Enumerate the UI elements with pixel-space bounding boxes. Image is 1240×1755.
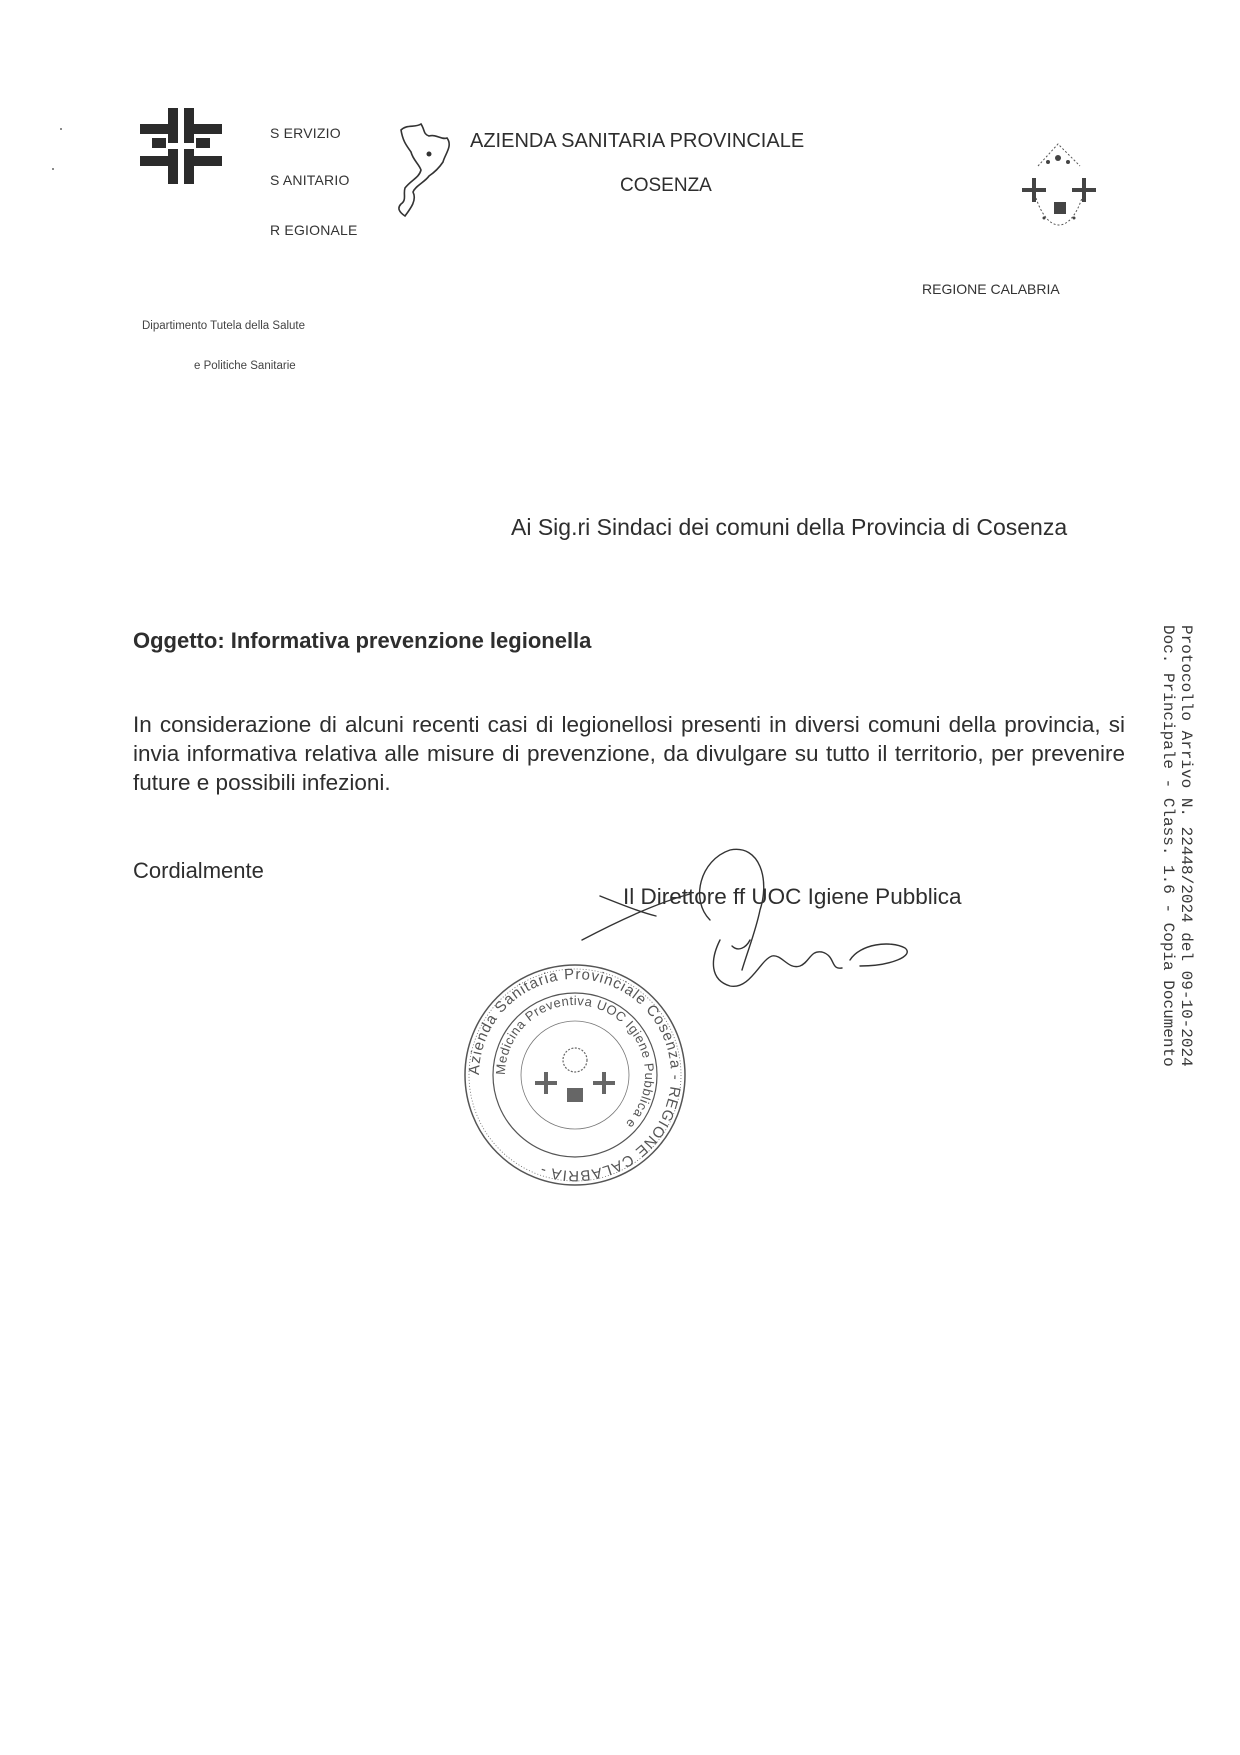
letter-body: In considerazione di alcuni recenti casi di legionellosi presenti in diversi comuni della provincia, si invia informativa relativa alle misure di prevenzione, da divulgare su tutto il territorio, per prevenire future e possibili infezioni.	[133, 712, 1125, 795]
letter-subject: Oggetto: Informativa prevenzione legionella	[133, 628, 592, 653]
city-name: COSENZA	[620, 175, 712, 196]
regionale-line: R EGIONALE	[270, 222, 358, 238]
sanitario-line: S ANITARIO	[270, 172, 350, 188]
official-stamp	[460, 960, 690, 1190]
scan-speck	[52, 168, 54, 170]
closing-line: Cordialmente	[133, 858, 264, 883]
recipient-line: Ai Sig.ri Sindaci dei comuni della Provincia di Cosenza	[511, 514, 1068, 540]
svg-text:Azienda Sanitaria Provinciale: Azienda Sanitaria Provinciale Cosenza - REGIONE CALABRIA -	[465, 965, 685, 1185]
department-name: Dipartimento Tutela della Salute	[142, 320, 306, 332]
signatory-title: Il Direttore ff UOC Igiene Pubblica	[623, 884, 962, 909]
azienda-title: AZIENDA SANITARIA PROVINCIALE	[470, 130, 805, 152]
region-label: REGIONE CALABRIA	[922, 281, 1060, 297]
regione-calabria-emblem	[1008, 138, 1110, 236]
protocol-stamp	[1155, 625, 1195, 1155]
svg-text:Medicina Preventiva UOC Igiene: Medicina Preventiva UOC Igiene Pubblica e	[492, 992, 658, 1132]
servizio-line: S ERVIZIO	[270, 125, 341, 141]
servizio-sanitario-regionale-logo	[140, 108, 222, 184]
department-name-continued: e Politiche Sanitarie	[194, 360, 296, 372]
scan-speck	[60, 128, 62, 130]
protocol-number: Protocollo Arrivo N. 22448/2024 del 09-10-2024	[1177, 625, 1195, 1067]
protocol-classification: Doc. Principale - Class. 1.6 - Copia Documento	[1159, 625, 1177, 1067]
calabria-map-icon	[393, 120, 457, 220]
